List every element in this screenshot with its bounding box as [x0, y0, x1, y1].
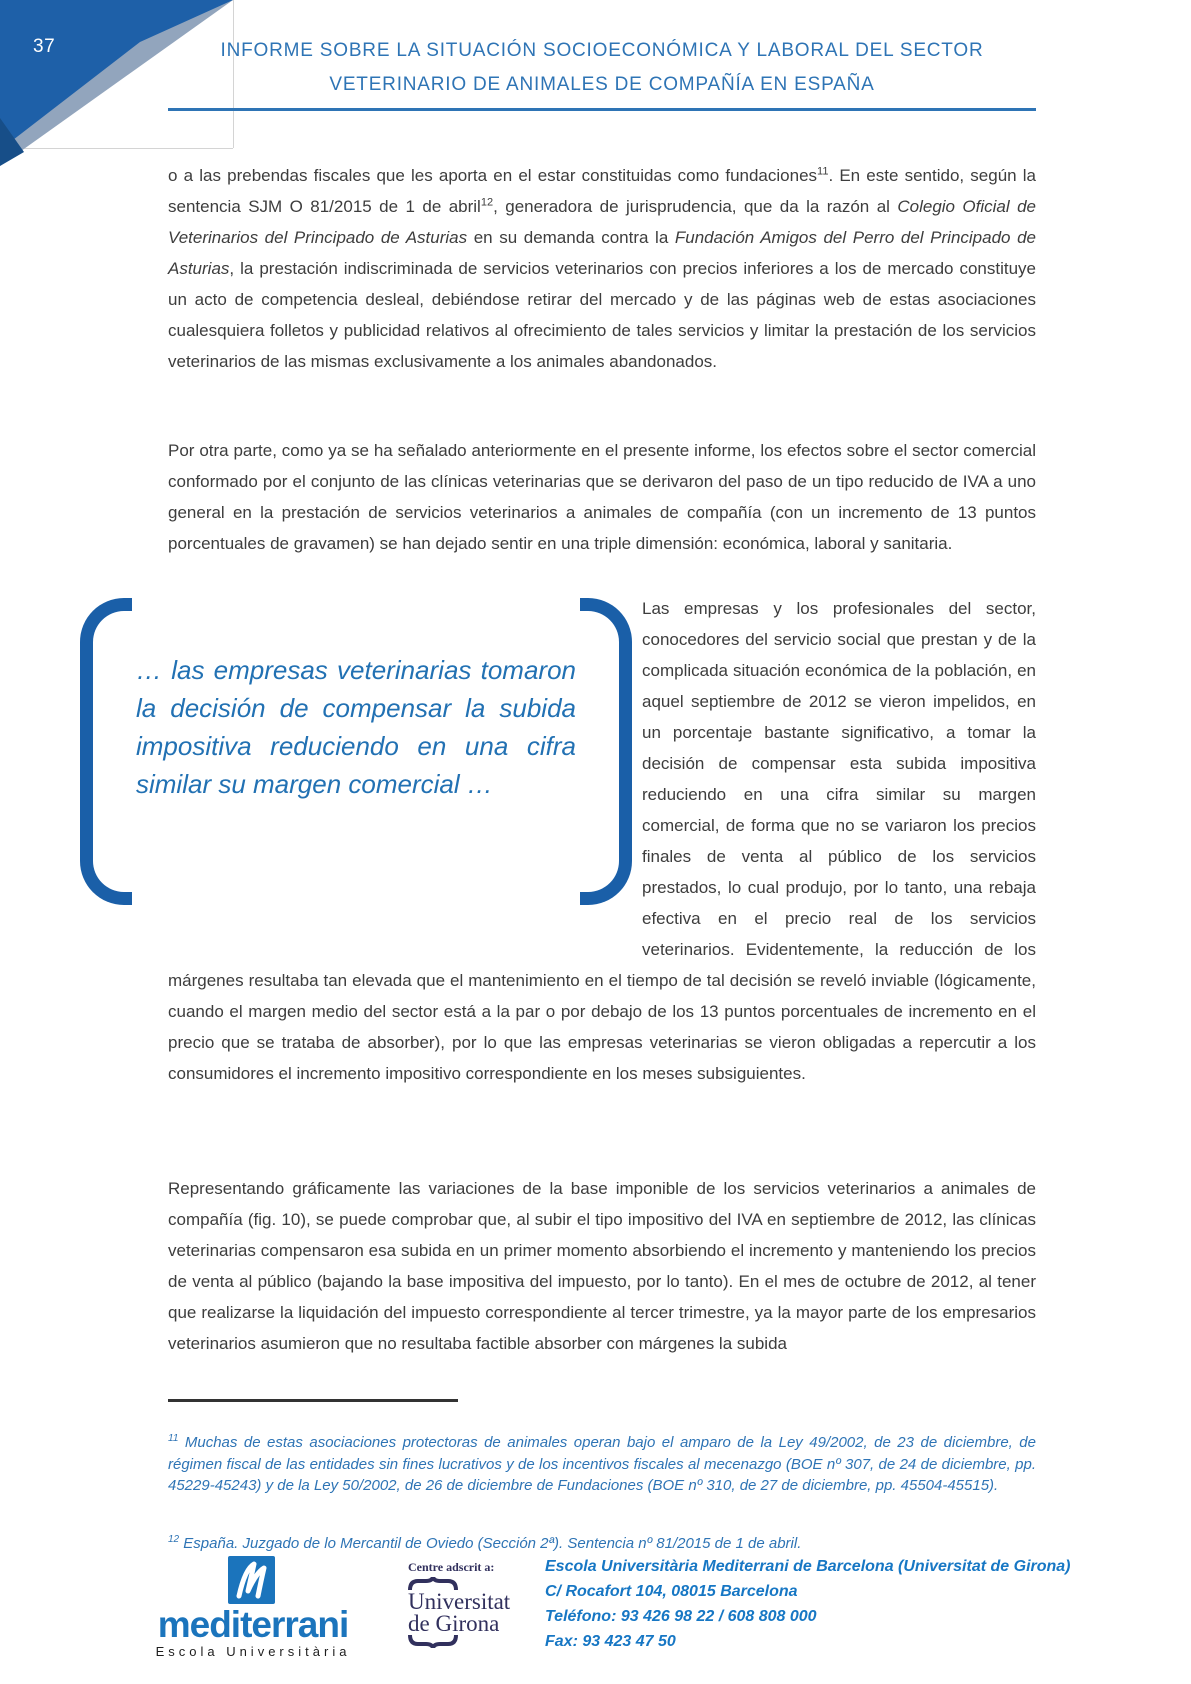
contact-line-school: Escola Universitària Mediterrani de Barcelona (Universitat de Girona) — [545, 1558, 1071, 1575]
footnote-12-text: España. Juzgado de lo Mercantil de Oviedo (Sección 2ª). Sentencia nº 81/2015 de 1 de abril. — [179, 1535, 802, 1552]
p3-text: Las empresas y los profesionales del sector, conocedores del servicio social que prestan y de la complicada situación económica de la población, en aquel septiembre de 2012 se vieron impelidos, en un porcentaje bastante significativo, a tomar la decisión de compensar esta subida impositiva reduciendo en una cifra similar su margen comercial, de forma que no se variaron los precios finales de venta al público de los servicios prestados, lo cual produjo, por lo tanto, una rebaja efectiva en el precio real de los servicios veterinarios. Evidentemente, la reducción de los márgenes resultaba tan elevada que el mantenimiento en el tiempo de tal decisión se reveló inviable (lógicamente, cuando el margen medio del sector está a la par o por debajo de los 13 puntos porcentuales de incremento en el precio que se trataba de absorber), por lo que las empresas veterinarias se vieron obligadas a repercutir a los consumidores el incremento impositivo correspondiente en los meses subsiguientes. — [168, 599, 1036, 1083]
mediterrani-subtitle: Escola Universitària — [155, 1644, 351, 1659]
report-title — [168, 34, 1036, 102]
p1-italic-colegio: Colegio Oficial de Veterinarios del Principado de Asturias — [168, 197, 1037, 247]
mediterrani-wordmark: mediterrani — [157, 1604, 349, 1645]
title-underline — [168, 108, 1036, 111]
p1-text3: , generadora de jurisprudencia, que da la razón al — [493, 197, 898, 216]
contact-line-address: C/ Rocafort 104, 08015 Barcelona — [545, 1583, 798, 1600]
p1-italic-fundacion: Fundación Amigos del Perro del Principado de Asturias — [168, 228, 1036, 278]
contact-line-phone: Teléfono: 93 426 98 22 / 608 808 000 — [545, 1608, 817, 1625]
affiliation-label: Centre adscrit a: — [408, 1560, 495, 1574]
pullquote-text: … las empresas veterinarias tomaron la decisión de compensar la subida impositiva reduciendo en una cifra similar su margen comercial … — [136, 655, 576, 799]
paragraph-with-pullquote — [136, 593, 1036, 1089]
paragraph-por-otra-parte: Por otra parte, como ya se ha señalado anteriormente en el presente informe, los efectos sobre el sector comercial conformado por el conjunto de las clínicas veterinarias que se derivaron del paso de un tipo reducido de IVA a uno general en la prestación de servicios veterinarios a animales de compañía (con un incremento de 13 puntos porcentuales de gravamen) se han dejado sentir en una triple dimensión: económica, laboral y sanitaria. — [168, 441, 1036, 553]
udg-name-line1: Universitat — [408, 1589, 511, 1614]
page-footer — [0, 1548, 1191, 1684]
footnote-12-number: 12 — [168, 1534, 180, 1545]
contact-line-fax: Fax: 93 423 47 50 — [545, 1633, 676, 1650]
p1-text5: , la prestación indiscriminada de servicios veterinarios con precios inferiores a los de mercado constituye un acto de competencia desleal, debiéndose retirar del mercado y de las páginas web de estas asociaciones cualesquiera folletos y publicidad relativos al ofrecimiento de tales servicios y limitar la prestación de los servicios veterinarios de las mismas exclusivamente a los animales abandonados. — [168, 259, 1036, 371]
footnote-11-text: Muchas de estas asociaciones protectoras de animales operan bajo el amparo de la Ley 49/2002, de 23 de diciembre, de régimen fiscal de las entidades sin fines lucrativos y de los incentivos fiscales al mecenazgo (BOE nº 307, de 24 de diciembre, pp. 45229-45243) y de la Ley 50/2002, de 26 de diciembre de Fundaciones (BOE nº 310, de 27 de diciembre, pp. 45504-45515). — [168, 1434, 1036, 1494]
universitat-de-girona-logo — [408, 1560, 538, 1648]
udg-name-line2: de Girona — [408, 1611, 500, 1636]
p1-text4: en su demanda contra la — [467, 228, 675, 247]
underbrace-icon — [408, 1635, 458, 1648]
footnote-11 — [168, 1432, 1036, 1497]
p1-text2: . En este sentido, según la sentencia SJM O 81/2015 de 1 de abril — [168, 166, 1037, 216]
paragraph-fundaciones — [168, 160, 1036, 377]
footnote-ref-11: 11 — [817, 165, 829, 178]
footnote-separator — [168, 1399, 458, 1402]
close-bracket-icon — [580, 598, 632, 905]
mediterrani-m-icon — [228, 1556, 275, 1604]
footnote-ref-12: 12 — [480, 196, 494, 209]
report-title-line2: VETERINARIO DE ANIMALES DE COMPAÑÍA EN ESPAÑA — [329, 74, 875, 95]
contact-block — [545, 1554, 1105, 1654]
p1-text1: o a las prebendas fiscales que les aporta en el estar constituidas como fundaciones — [168, 166, 818, 185]
pullquote-box — [80, 593, 632, 934]
report-title-line1: INFORME SOBRE LA SITUACIÓN SOCIOECONÓMICA Y LABORAL DEL SECTOR — [220, 40, 984, 61]
open-bracket-icon — [80, 598, 132, 905]
footnote-11-number: 11 — [168, 1433, 179, 1444]
page-number: 37 — [33, 36, 56, 57]
paragraph-representando: Representando gráficamente las variaciones de la base imponible de los servicios veterinarios a animales de compañía (fig. 10), se puede comprobar que, al subir el tipo impositivo del IVA en septiembre de 2012, las clínicas veterinarias compensaron esa subida en un primer momento absorbiendo el incremento y manteniendo los precios de venta al público (bajando la base impositiva del impuesto, por lo tanto). En el mes de octubre de 2012, al tener que realizarse la liquidación del impuesto correspondiente al tercer trimestre, ya la mayor parte de los empresarios veterinarios asumieron que no resultaba factible absorber con márgenes la subida — [168, 1179, 1036, 1353]
